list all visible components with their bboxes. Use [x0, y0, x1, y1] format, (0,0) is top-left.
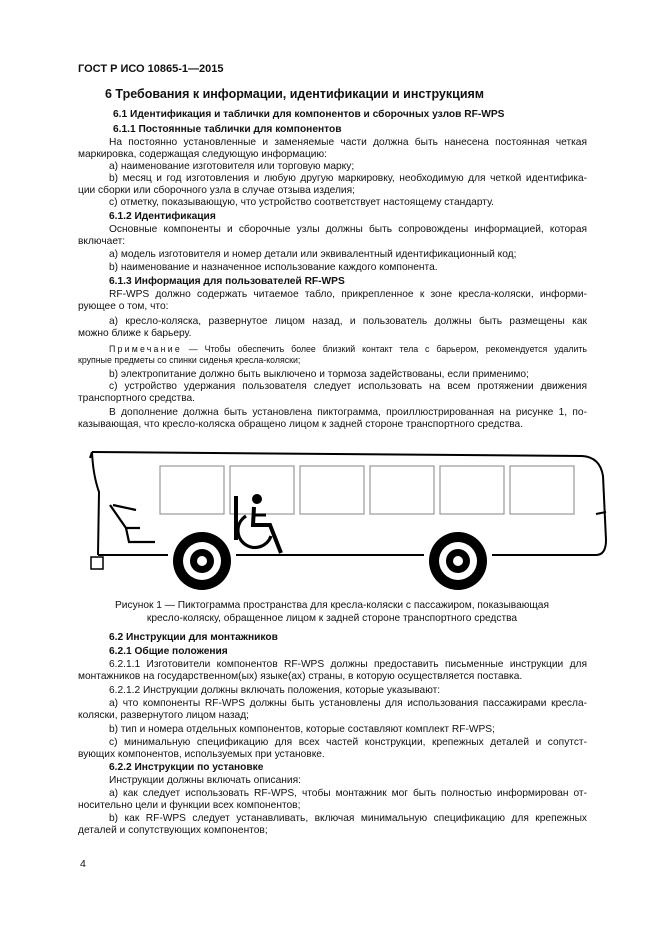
paragraph-6-1-3-line: рующее о том, что:: [78, 301, 169, 312]
front-bumper-icon: [91, 557, 103, 569]
wheelchair-icon: [236, 494, 281, 553]
list-item-continuation: носительно цели и функции всех компонентов;: [78, 800, 301, 811]
list-item-continuation: вующих компонентов, используемых при установке.: [78, 749, 325, 760]
list-item: с) минимальную спецификацию для всех частей конструкции, крепежных деталей и сопутст-: [109, 737, 587, 748]
subsection-6-1-title: 6.1 Идентификация и таблички для компонентов и сборочных узлов RF-WPS: [113, 109, 505, 120]
subsection-6-2-1-title: 6.2.1 Общие положения: [109, 646, 228, 657]
front-wheel-icon: [173, 532, 231, 590]
page-number: 4: [80, 858, 86, 870]
list-item: с) устройство удержания пользователя следует использовать на всем протяжении движения: [109, 381, 587, 392]
paragraph-6-2-1-1-line: 6.2.1.1 Изготовители компонентов RF-WPS должны предоставить письменные инструкции для: [109, 659, 587, 670]
paragraph-6-2-1-2-line: 6.2.1.2 Инструкции должны включать положения, которые указывают:: [109, 685, 441, 696]
list-item: b) месяц и год изготовления и любую другую маркировку, необходимую для четкой идентифика-: [109, 173, 587, 184]
list-item: b) электропитание должно быть выключено и тормоза задействованы, если применимо;: [109, 369, 529, 380]
paragraph-line: В дополнение должна быть установлена пиктограмма, проиллюстрированная на рисунке 1, по-: [109, 407, 587, 418]
list-item: b) наименование и назначенное использование каждого компонента.: [109, 262, 438, 273]
list-item: а) модель изготовителя и номер детали или эквивалентный идентификационный код;: [109, 249, 517, 260]
list-item-continuation: деталей и сопутствующих компонентов;: [78, 825, 268, 836]
figure-caption: [78, 599, 586, 625]
list-item-continuation: коляски, развернутого лицом назад;: [78, 710, 249, 721]
list-item: а) наименование изготовителя или торговую марку;: [109, 161, 355, 172]
rear-wheel-icon: [429, 532, 487, 590]
figure-caption-line: кресло-коляску, обращенное лицом к задней стороне транспортного средства: [146, 613, 518, 624]
subsection-6-1-1-title: 6.1.1 Постоянные таблички для компонентов: [113, 124, 342, 135]
paragraph-6-2-1-1-line: монтажников на государственном(ых) языке(ах) страны, в которую осуществляется поставка.: [78, 671, 523, 682]
list-item: а) кресло-коляска, развернутое лицом назад, и пользователь должны быть размещены как: [109, 316, 587, 327]
paragraph-6-1-2-line: включает:: [78, 236, 126, 247]
subsection-6-1-3-title: 6.1.3 Информация для пользователей RF-WPS: [109, 276, 345, 287]
paragraph-6-1-2-line: Основные компоненты и сборочные узлы должны быть сопровождены информацией, которая: [109, 224, 587, 235]
note-line: Примечание — Чтобы обеспечить более близкий контакт тела с барьером, рекомендуется удалить: [109, 344, 587, 354]
section-title: 6 Требования к информации, идентификации и инструкциям: [105, 87, 485, 101]
bus-outline: [90, 452, 606, 555]
list-item: b) как RF-WPS следует устанавливать, включая минимальную спецификацию для крепежных: [109, 813, 587, 824]
paragraph-line: казывающая, что кресло-коляска обращено лицом к задней стороне транспортного средства.: [78, 419, 524, 430]
list-item: а) что компоненты RF-WPS должны быть установлены для использования пассажирами кресла-: [109, 698, 587, 709]
list-item-continuation: можно ближе к барьеру.: [78, 328, 192, 339]
note-label: Примечание: [109, 344, 182, 354]
seat-icon: [110, 505, 155, 542]
subsection-6-2-title: 6.2 Инструкции для монтажников: [109, 632, 278, 643]
list-item-continuation: транспортного средства.: [78, 393, 195, 404]
list-item: b) тип и номера отдельных компонентов, которые составляют комплект RF-WPS;: [109, 724, 495, 735]
figure-caption-line: Рисунок 1 — Пиктограмма пространства для кресла-коляски с пассажиром, показывающая: [115, 600, 549, 611]
list-item: с) отметку, показывающую, что устройство соответствует настоящему стандарту.: [109, 197, 494, 208]
paragraph-6-1-1-line: На постоянно установленные и заменяемые части должна быть нанесена постоянная четкая: [109, 137, 587, 148]
document-code: ГОСТ Р ИСО 10865-1—2015: [78, 63, 224, 75]
paragraph-6-1-1-line: маркировка, содержащая следующую информацию:: [78, 149, 327, 160]
paragraph-6-2-2-line: Инструкции должны включать описания:: [109, 775, 301, 786]
list-item-continuation: ции сборки или сборочного узла в случае отзыва изделия;: [78, 185, 355, 196]
note-line: крупные предметы со спинки сиденья кресла-коляски;: [78, 355, 301, 365]
paragraph-6-1-3-line: RF-WPS должно содержать читаемое табло, прикрепленное к зоне кресла-коляски, информи-: [109, 289, 587, 300]
subsection-6-1-2-title: 6.1.2 Идентификация: [109, 211, 216, 222]
list-item: а) как следует использовать RF-WPS, чтобы монтажник мог быть полностью информирован от-: [109, 788, 587, 799]
bus-windows: [160, 466, 574, 514]
subsection-6-2-2-title: 6.2.2 Инструкции по установке: [109, 762, 264, 773]
